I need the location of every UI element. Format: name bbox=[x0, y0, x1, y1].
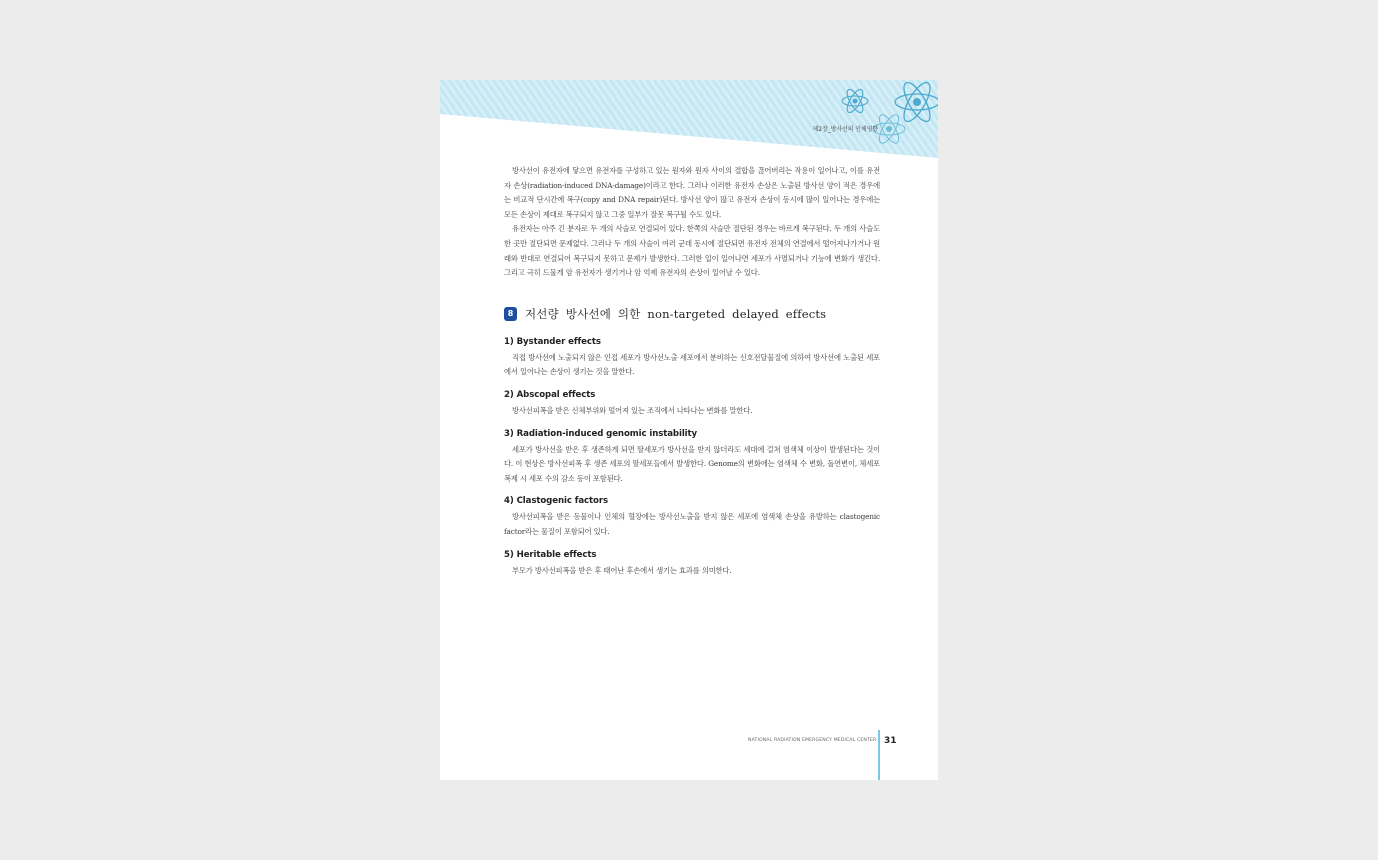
footer-organization: NATIONAL RADIATION EMERGENCY MEDICAL CENTER bbox=[748, 738, 877, 743]
subsection-heading: 3) Radiation-induced genomic instability bbox=[504, 428, 698, 439]
section-title: 저선량 방사선에 의한 non-targeted delayed effects bbox=[525, 306, 827, 321]
page-number: 31 bbox=[884, 736, 897, 746]
subsection-heading: 5) Heritable effects bbox=[504, 549, 597, 560]
page-content bbox=[504, 164, 880, 578]
subsection-text: 부모가 방사선피폭을 받은 후 태어난 후손에서 생기는 효과를 의미한다. bbox=[512, 565, 732, 575]
section-heading bbox=[504, 306, 880, 322]
footer-divider bbox=[878, 730, 880, 780]
subsection-text: 방사선피폭을 받은 신체부위와 떨어져 있는 조직에서 나타나는 변화를 말한다. bbox=[512, 405, 753, 415]
atom-icon bbox=[840, 86, 870, 116]
subsection-text: 직접 방사선에 노출되지 않은 인접 세포가 방사선노출 세포에서 분비하는 신호전달물질에 의하여 방사선에 노출된 세포에서 일어나는 손상이 생기는 것을 말한다. bbox=[504, 352, 880, 377]
subsection-text: 방사선피폭을 받은 동물이나 인체의 혈장에는 방사선노출을 받지 않은 세포에 염색체 손상을 유발하는 clastogenic factor라는 물질이 포함되어 있다. bbox=[504, 512, 880, 536]
body-paragraph: 유전자는 아주 긴 분자로 두 개의 사슬로 연결되어 있다. 한쪽의 사슬만 절단된 경우는 바르게 복구된다. 두 개의 사슬도 한 곳만 절단되면 문제없다. 그러나 두 개의 사슬이 여러 군데 동시에 절단되면 유전자 전체의 연결에서 떨어져나가거나 원래와 반대로 연결되어 복구되지 못하고 문제가 발생한다. 그러한 일이 일어나면 세포가 사멸되거나 기능에 변화가 생긴다. 그리고 극히 드물게 암 유전자가 생기거나 암 억제 유전자의 손상이 일어날 수 있다. bbox=[504, 224, 880, 278]
subsection-heading: 4) Clastogenic factors bbox=[504, 496, 609, 507]
subsection-heading: 1) Bystander effects bbox=[504, 336, 601, 347]
body-paragraph: 방사선이 유전자에 닿으면 유전자를 구성하고 있는 원자와 원자 사이의 결합을 끊어버리는 작용이 일어나고, 이를 유전자 손상(radiation-induced DNA-damage)이라고 한다. 그러나 이러한 유전자 손상은 노출된 방사선 양이 적은 경우에는 비교적 단시간에 복구(copy and DNA repair)된다. 방사선 양이 많고 유전자 손상이 동시에 많이 일어나는 경우에는 모든 손상이 제대로 복구되지 않고 그중 일부가 잘못 복구될 수도 있다. bbox=[504, 166, 880, 219]
section-number-badge: 8 bbox=[504, 307, 517, 321]
subsection-heading: 2) Abscopal effects bbox=[504, 389, 596, 400]
document-page bbox=[440, 80, 938, 780]
chapter-label: 제2장_방사선의 인체영향 bbox=[812, 126, 878, 133]
subsection-text: 세포가 방사선을 받은 후 생존하게 되면 딸세포가 방사선을 받지 않더라도 세대에 걸쳐 염색체 이상이 발생된다는 것이다. 이 현상은 방사선피폭 후 생존 세포의 딸세포들에서 발생한다. Genome의 변화에는 염색체 수 변화, 돌연변이, 체세포 복제 시 세포 수의 감소 등이 포함된다. bbox=[504, 444, 880, 483]
